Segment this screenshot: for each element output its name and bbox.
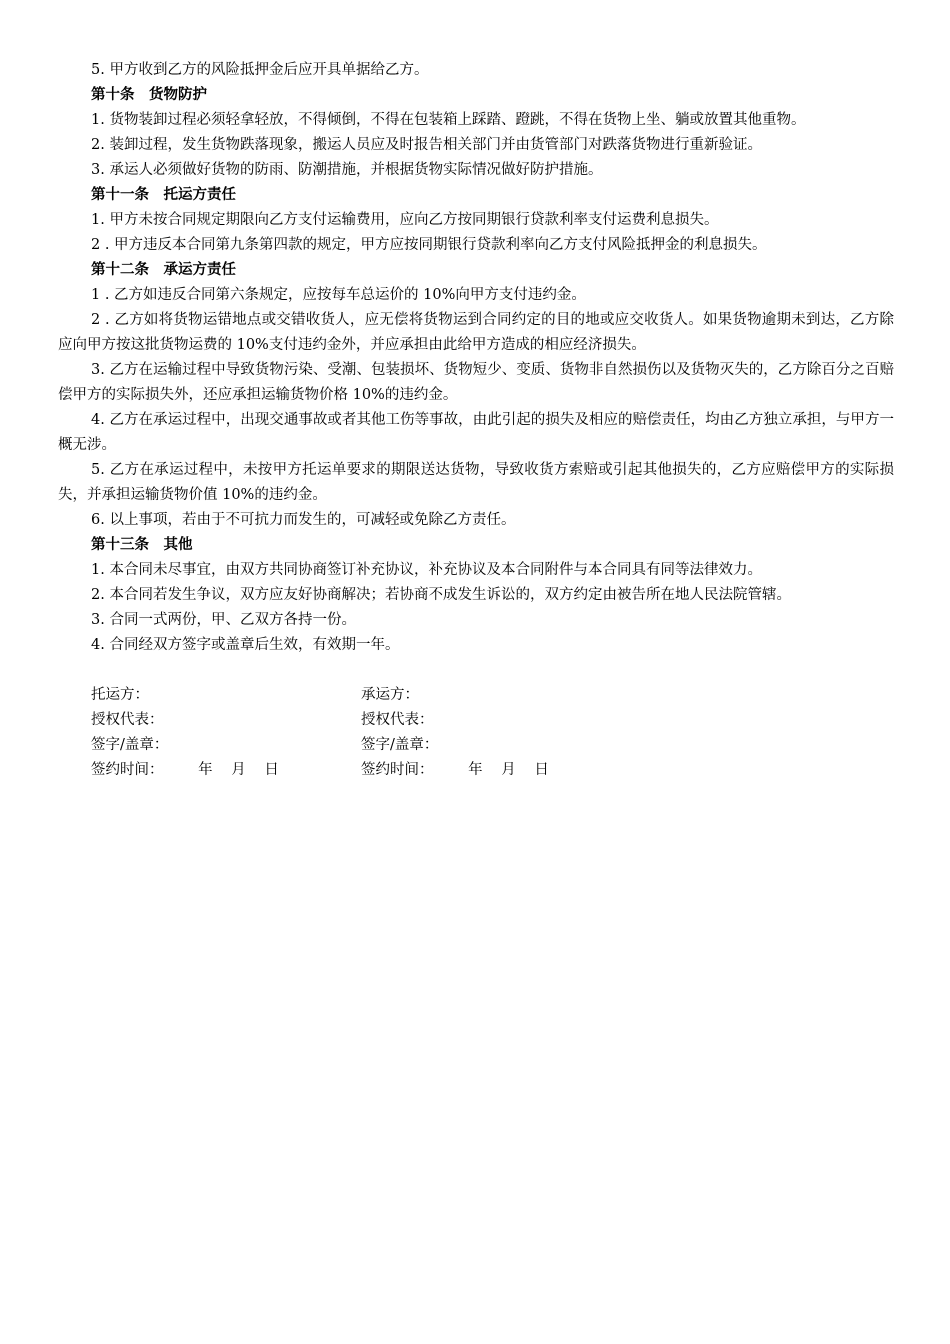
section-heading: 第十条 货物防护 bbox=[91, 87, 207, 103]
carrier-date bbox=[361, 758, 631, 783]
year-label: 年 bbox=[468, 762, 483, 778]
clause-item: 1 . 乙方如违反合同第六条规定，应按每车总运价的 10%向甲方支付违约金。 bbox=[91, 287, 586, 303]
shipper-date-fields bbox=[198, 758, 293, 783]
carrier-party-label: 承运方： bbox=[361, 687, 419, 703]
day-label: 日 bbox=[264, 762, 279, 778]
clause-item: 3. 合同一式两份，甲、乙双方各持一份。 bbox=[91, 612, 356, 628]
month-label: 月 bbox=[231, 762, 246, 778]
shipper-date bbox=[91, 758, 361, 783]
clause-item: 6. 以上事项，若由于不可抗力而发生的，可减轻或免除乙方责任。 bbox=[91, 512, 516, 528]
clause-item: 1. 货物装卸过程必须轻拿轻放，不得倾倒，不得在包装箱上踩踏、蹬跳，不得在货物上坐、躺或放置其他重物。 bbox=[91, 112, 806, 128]
section-13 bbox=[58, 533, 894, 658]
section-12 bbox=[58, 258, 894, 533]
clause-item: 2. 本合同若发生争议，双方应友好协商解决；若协商不成发生诉讼的，双方约定由被告所在地人民法院管辖。 bbox=[91, 587, 791, 603]
clause-item: 2. 装卸过程，发生货物跌落现象，搬运人员应及时报告相关部门并由货管部门对跌落货物进行重新验证。 bbox=[91, 137, 762, 153]
shipper-party-label: 托运方： bbox=[91, 687, 149, 703]
shipper-date-label: 签约时间： bbox=[91, 762, 164, 778]
clause-item: 5. 乙方在承运过程中，未按甲方托运单要求的期限送达货物，导致收货方索赔或引起其他损失的，乙方应赔偿甲方的实际损失，并承担运输货物价值 10%的违约金。 bbox=[58, 462, 894, 503]
section-heading: 第十一条 托运方责任 bbox=[91, 187, 236, 203]
clause-item: 3. 乙方在运输过程中导致货物污染、受潮、包装损坏、货物短少、变质、货物非自然损伤以及货物灭失的，乙方除百分之百赔偿甲方的实际损失外，还应承担运输货物价格 10%的违约金。 bbox=[58, 362, 894, 403]
day-label: 日 bbox=[534, 762, 549, 778]
paragraph-top-1: 5. 甲方收到乙方的风险抵押金后应开具单据给乙方。 bbox=[91, 62, 429, 78]
clause-item: 2 . 乙方如将货物运错地点或交错收货人，应无偿将货物运到合同约定的目的地或应交收货人。如果货物逾期未到达，乙方除应向甲方按这批货物运费的 10%支付违约金外，并应承担由此给甲方造成的相应经济损失。 bbox=[58, 312, 894, 353]
month-label: 月 bbox=[501, 762, 516, 778]
section-heading: 第十三条 其他 bbox=[91, 537, 193, 553]
year-label: 年 bbox=[198, 762, 213, 778]
section-11 bbox=[58, 183, 894, 258]
clause-item: 4. 合同经双方签字或盖章后生效，有效期一年。 bbox=[91, 637, 400, 653]
carrier-date-label: 签约时间： bbox=[361, 762, 434, 778]
signature-block bbox=[58, 683, 894, 783]
carrier-sign-label: 签字/盖章： bbox=[361, 737, 439, 753]
clause-item: 4. 乙方在承运过程中，出现交通事故或者其他工伤等事故，由此引起的损失及相应的赔偿责任，均由乙方独立承担，与甲方一概无涉。 bbox=[58, 412, 894, 453]
signature-row-date bbox=[91, 758, 894, 783]
signature-row-party bbox=[91, 683, 894, 708]
clause-item: 1. 本合同未尽事宜，由双方共同协商签订补充协议，补充协议及本合同附件与本合同具有同等法律效力。 bbox=[91, 562, 762, 578]
shipper-sign-label: 签字/盖章： bbox=[91, 737, 169, 753]
document-page bbox=[58, 58, 894, 783]
carrier-date-fields bbox=[468, 758, 563, 783]
section-10 bbox=[58, 83, 894, 183]
clause-item: 3. 承运人必须做好货物的防雨、防潮措施，并根据货物实际情况做好防护措施。 bbox=[91, 162, 603, 178]
clause-item: 2 . 甲方违反本合同第九条第四款的规定，甲方应按同期银行贷款利率向乙方支付风险抵押金的利息损失。 bbox=[91, 237, 767, 253]
signature-row-sign bbox=[91, 733, 894, 758]
clause-item: 1. 甲方未按合同规定期限向乙方支付运输费用，应向乙方按同期银行贷款利率支付运费利息损失。 bbox=[91, 212, 719, 228]
section-heading: 第十二条 承运方责任 bbox=[91, 262, 236, 278]
shipper-rep-label: 授权代表： bbox=[91, 712, 164, 728]
signature-row-rep bbox=[91, 708, 894, 733]
carrier-rep-label: 授权代表： bbox=[361, 712, 434, 728]
